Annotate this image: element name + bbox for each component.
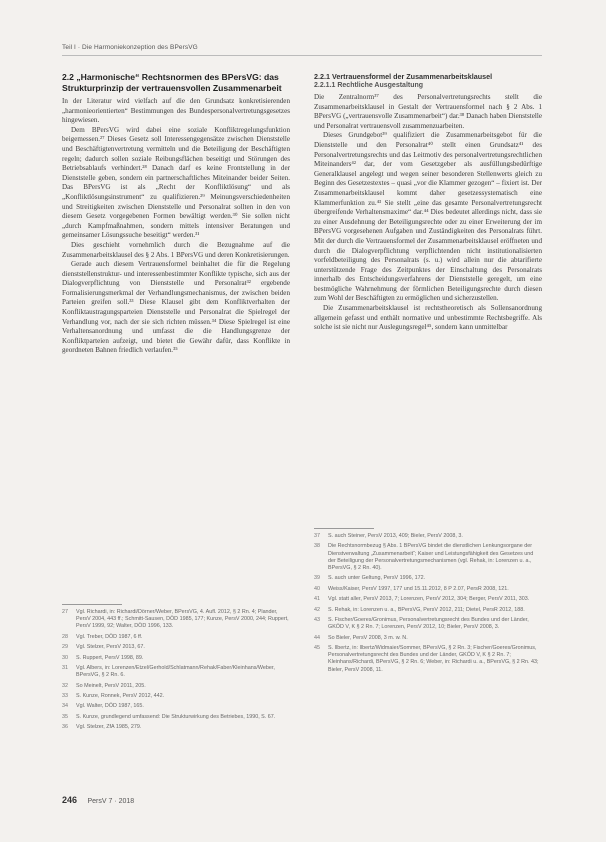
- footnote: [314, 596, 542, 603]
- footnote: [314, 645, 542, 674]
- footnote-number: 38: [314, 543, 320, 550]
- footnote-text: S. auch Steiner, PersV 2013, 409; Bieler, PersV 2008, 3.: [328, 533, 463, 539]
- footnote: [62, 634, 290, 641]
- footnote-number: 40: [314, 585, 320, 592]
- footnote: [62, 644, 290, 651]
- section-heading-2-2-1-1: 2.2.1.1 Rechtliche Ausgestaltung: [314, 82, 424, 89]
- footnote-number: 39: [314, 575, 320, 582]
- footnote-text: S. Fischer/Goeres/Gronimus, Personalvertretungsrecht des Bundes und der Länder, GKÖD V, K § 2 Rn. 7; Lorenzen, PersV 2012, 10; Bieler, PersV 2008, 3.: [328, 616, 529, 631]
- footnote-number: 27: [62, 609, 68, 615]
- footnote-text: Die Rechtsnormbezug § Abs. 1 BPersVG bindet die dienstlichen Lenkungsorgane der Dienstverwaltung „Zusammenarbeit“; Kaiser und Leistungsfähigkeit des Gesetzes und der Beteiligung der Personalvertretungsmechanismen (vgl. Rehak, in: Lorenzen u. a., BPersVG, § 2 Rn. 40).: [328, 543, 534, 571]
- footnote-number: 29: [62, 644, 68, 651]
- page-number: 246: [62, 795, 78, 805]
- paragraph: Die Zusammenarbeitsklausel ist rechtstheoretisch als Sollensanordnung allgemein gefasst und enthält normative und unbestimmte Rechtsbegriffe. Als solche ist sie nicht nur Auslegungsregel⁴⁵, sondern kann unmittelbar: [314, 304, 542, 332]
- footnote-text: Weiss/Kaiser, PersV 1997, 177 und 15.11.2012, 8 P 2.07, PersR 2008, 121.: [328, 585, 509, 592]
- running-head-text: Teil I · Die Harmoniekonzeption des BPersVG: [62, 44, 198, 51]
- footnote: [62, 609, 290, 631]
- paragraph: Dies geschieht vornehmlich durch die Bezugnahme auf die Zusammenarbeitsklausel des § 2 Abs. 1 BPersVG und deren Konkretisierungen.: [62, 240, 290, 259]
- footnote-number: 37: [314, 533, 320, 539]
- paragraph: Gerade auch diesem Vertrauensformel beinhaltet die für die Regelung dienststellenstruktur- und interessenbestimmter Konflikte typische, sich aus der Dialogverpflichtung von Dienststelle und Personalrat³² ergebende Formalisierungsmerkmal der Verhandlungsmechanismus, der zwischen beiden Parteien greifen soll.³³ Diese Klausel gibt dem Konfliktverhalten der Konfliktaustragungsparteien Dienststelle und Personalrat die Spielregel der Verhandlung vor, nach der sie sich richten müssen.³⁴ Diese Spielregel ist eine Verhaltensanordnung und umfasst die die Handlungsgrenze der Konfliktparteien aufzeigt, und bietet die Gewähr dafür, dass Konflikte in geordneten Bahnen friedlich verlaufen.³⁵: [62, 260, 290, 355]
- footnote-number: 45: [314, 644, 320, 651]
- footnote-rule: [314, 528, 374, 529]
- footnote-number: 43: [314, 616, 320, 623]
- footnote-text: Vgl. Richardi, in: Richardi/Dörner/Weber, BPersVG, 4. Aufl. 2012, § 2 Rn. 4; Plander, PersV 2004, 443 ff.; Schmitt-Sausen, DÖD 1985, 177; Kunze, PersV 2000, 244; Ruppert, PersV 1999, 92; Walter, DÖD 1996, 133.: [76, 609, 289, 630]
- footnote-text: S. Kunze, Ronnek, PersV 2012, 442.: [76, 692, 165, 699]
- footnote-text: So Meinelt, PersV 2011, 205.: [76, 682, 146, 689]
- left-footnotes: [62, 604, 290, 735]
- paragraph: Die Zentralnorm³⁷ des Personalvertretungsrechts stellt die Zusammenarbeitsklausel in Gestalt der Vertrauensformel nach § 2 Abs. 1 BPersVG („vertrauensvolle Zusammenarbeit“) dar.³⁸ Danach haben Dienststelle und Personalrat vertrauensvoll zusammenzuarbeiten.: [314, 93, 542, 130]
- footnote: [314, 586, 542, 593]
- footnote: [62, 724, 290, 731]
- footnote-text: S. Ruppert, PersV 1998, 89.: [76, 654, 144, 661]
- page-footer: [62, 790, 134, 808]
- footnote-text: S. Kunze, grundlegend umfassend: Die Strukturwirkung des Betriebes, 1990, S. 67.: [76, 713, 276, 720]
- footnote-text: S. auch unter Geltung, PersV 1996, 172.: [328, 575, 426, 582]
- footnote-number: 32: [62, 682, 68, 689]
- footnote: [314, 533, 542, 540]
- paragraph: Dieses Grundgebot³⁹ qualifiziert die Zusammenarbeitsgebot für die Dienststelle und den Personalrat⁴⁰ stellt einen Grundsatz⁴¹ des Personalvertretungsrechts und das Leitmotiv des personalvertretungsrechtlichen Miteinanders⁴² dar, der vom Gesetzgeber als ausfüllungsbedürftige Generalklausel angelegt und wegen seiner besonderen Stellenwerts gleich zu Beginn des Gesetzestextes – quasi „vor die Klammer gezogen“ – fixiert ist. Der Zusammenarbeitsklausel kommt daher gesetzessystematisch eine Klammerfunktion zu.⁴³ Sie stellt „eine das gesamte Personalvertretungsrecht übergreifende Verhaltensmaxime“ dar.⁴⁴ Dies bedeutet allerdings nicht, dass sie zu einer Ausdehnung der Beteiligungsrechte oder zu einer Erweiterung der im BPersVG vorgesehenen Aufgaben und Zuständigkeiten des Personalrats führt. Mit der durch die Vertrauensformel der Zusammenarbeitsklausel eröffneten und durch die Dialogverpflichtung verpflichtenden nicht institutionalisierten vorfeldbeteiligung des Personalrats (s. u.) wird allein nur die abtarifierte unterstützende Frage des Zeitpunktes der Einschaltung des Personalrats innerhalb des Entscheidungsverfahrens der Dienststelle geregelt, um eine bestmögliche Wahrnehmung der förmlichen Beteiligungsrechte durch diesen zum Wohl der Beschäftigten zu ermöglichen und sicherzustellen.: [314, 131, 542, 303]
- left-body-text: [62, 97, 290, 356]
- footnote-text: So Bieler, PersV 2008, 3 m. w. N.: [328, 634, 408, 641]
- footnote: [314, 607, 542, 614]
- footnote-number: 44: [314, 634, 320, 641]
- footnote-number: 36: [62, 724, 68, 731]
- journal-issue: PersV 7 · 2018: [87, 798, 135, 805]
- footnote: [62, 683, 290, 690]
- footnote-number: 35: [62, 713, 68, 720]
- footnote-number: 31: [62, 664, 68, 671]
- footnote: [62, 693, 290, 700]
- paragraph: In der Literatur wird vielfach auf die den Grundsatz konkretisierenden „harmonieorientierten“ Bestimmungen des Bundespersonalvertretungsgesetzes hingewiesen.: [62, 97, 290, 125]
- footnote-number: 30: [62, 654, 68, 661]
- footnote: [314, 617, 542, 631]
- footnote-text: Vgl. Stelzer, PersV 2013, 67.: [76, 644, 145, 651]
- footnote-text: S. Rehak, in: Lorenzen u. a., BPersVG, PersV 2012, 211; Dietel, PersR 2012, 188.: [328, 606, 525, 613]
- running-head: [62, 44, 198, 51]
- running-head-rule: [62, 55, 542, 56]
- footnote-number: 42: [314, 606, 320, 613]
- footnote: [62, 714, 290, 721]
- section-heading-2-2: 2.2 „Harmonische“ Rechtsnormen des BPersVG: das Strukturprinzip der vertrauensvollen Zusammenarbeit: [62, 72, 282, 93]
- footnote: [62, 655, 290, 662]
- footnote: [62, 665, 290, 679]
- right-body-text: [314, 93, 542, 333]
- right-footnotes: [314, 528, 542, 677]
- footnote-text: Vgl. Stelzer, ZfA 1985, 279.: [76, 724, 142, 731]
- footnote-text: Vgl. Albers, in: Lorenzen/Etzel/Gerhold/Schlatmann/Rehak/Faber/Kleinhans/Weber, BPersVG, § 2 Rn. 6.: [76, 664, 275, 679]
- paragraph: Dem BPersVG wird dabei eine soziale Konfliktregelungsfunktion beigemessen.²⁷ Dieses Gesetz soll Interessengegensätze zwischen Dienststelle und Beschäftigtenvertretung vermitteln und die Beteiligung der Beschäftigten regeln; dadurch sollen soziale Reibungsflächen beseitigt und Störungen des Betriebsablaufs verhindert.²⁸ Danach darf es keine Frontstellung in der Dienststelle geben, sondern ein partnerschaftliches Miteinander beider Seiten. Das BPersVG ist als „Recht der Konfliktlösung“ und als „Konfliktlösungsinstrument“ zu qualifizieren.²⁹ Meinungsverschiedenheiten und Streitigkeiten zwischen Dienststelle und Personalrat sollten in den von diesem Gesetz vorgegebenen Formen bewältigt werden.³⁰ Sie sollen nicht „durch Kampfmaßnahmen, sondern mittels intensiver Beratungen und gemeinsamer Lösungssuche beseitigt“ werden.³¹: [62, 125, 290, 240]
- footnote: [314, 543, 542, 572]
- section-heading-2-2-1: 2.2.1 Vertrauensformel der Zusammenarbeitsklausel: [314, 72, 493, 81]
- footnote: [314, 635, 542, 642]
- right-column: [314, 72, 542, 333]
- footnote-text: Vgl. Walter, DÖD 1987, 165.: [76, 703, 144, 710]
- left-column: [62, 72, 290, 356]
- footnote: [314, 575, 542, 582]
- footnote-number: 28: [62, 633, 68, 640]
- footnote-text: S. Ilbertz, in: Ilbertz/Widmaier/Sommer, BPersVG, § 2 Rn. 3; Fischer/Goeres/Gronimus, Personalvertretungsrecht des Bundes und der Länder, GKÖD V, K § 2 Rn. 7; Kleinhans/Richardi, BPersVG, § 2 Rn. 6; Weber, in: Richardi u. a., BPersVG, § 2 Rn. 43; Bieler, PersV 2008, 11.: [328, 644, 539, 673]
- footnote-rule: [62, 604, 122, 605]
- footnote-text: Vgl. statt aller, PersV 2013, 7; Lorenzen, PersV 2012, 304; Berger, PersV 2011, 303.: [328, 596, 530, 603]
- footnote-number: 33: [62, 692, 68, 699]
- footnote-number: 41: [314, 596, 320, 603]
- footnote-number: 34: [62, 703, 68, 710]
- footnote: [62, 703, 290, 710]
- footnote-text: Vgl. Treber, DÖD 1987, 6 ff.: [76, 633, 143, 640]
